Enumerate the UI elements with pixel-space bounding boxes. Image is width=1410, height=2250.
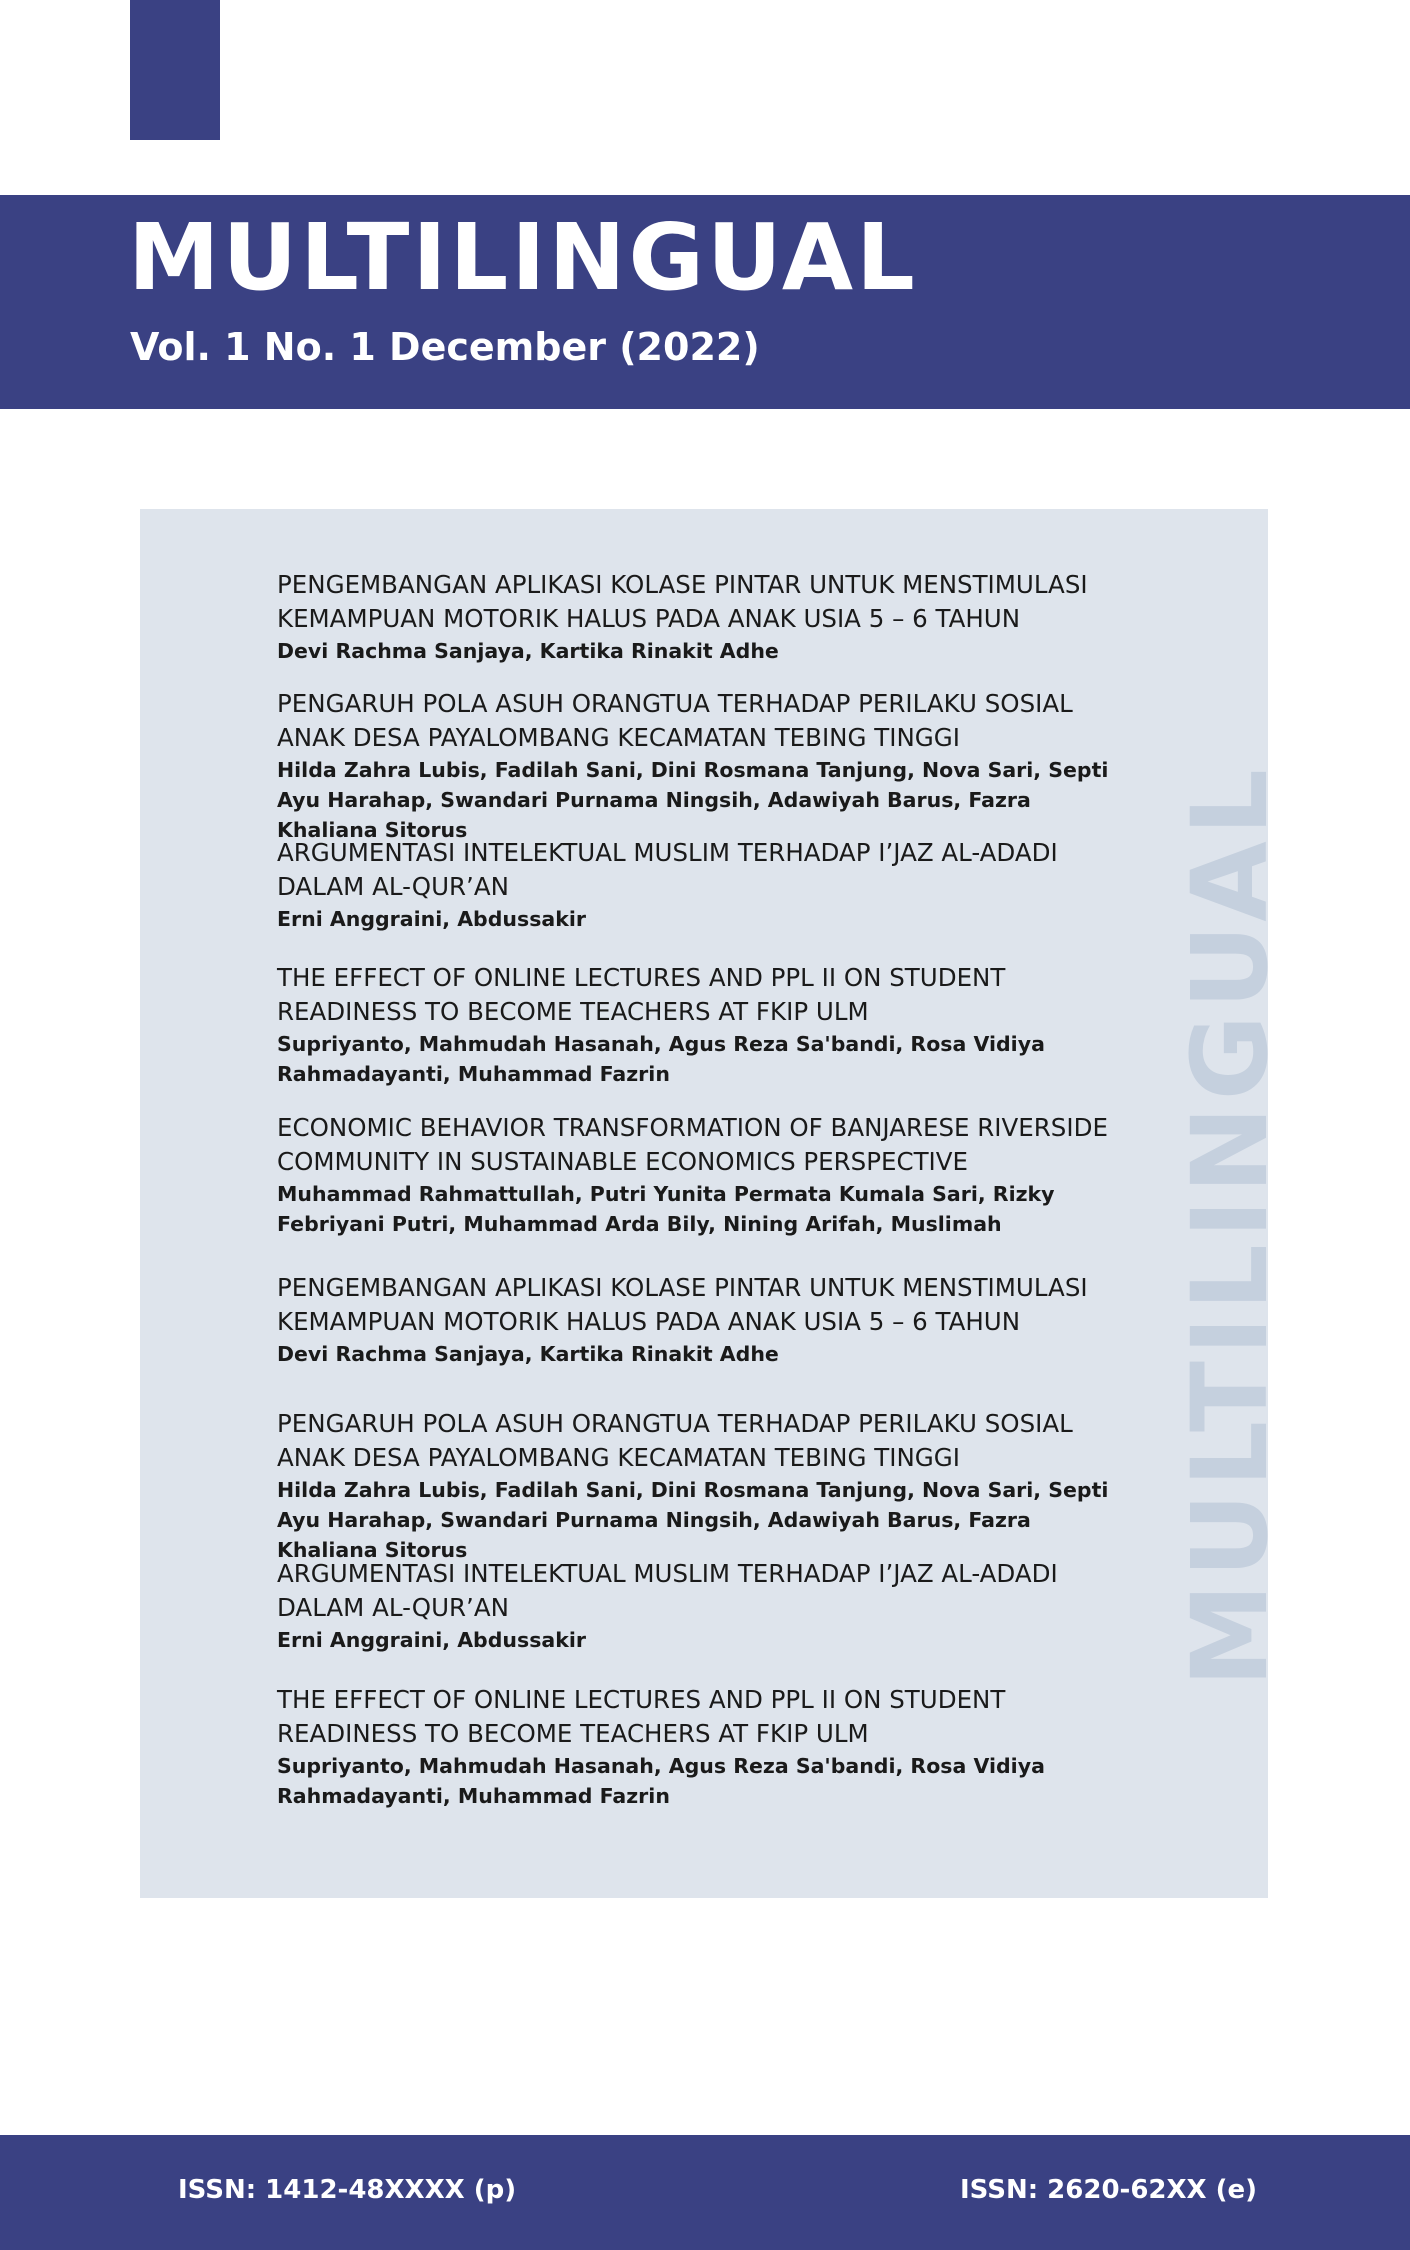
- vertical-side-title: MULTILINGUAL: [1169, 762, 1291, 1688]
- article-title: PENGEMBANGAN APLIKASI KOLASE PINTAR UNTUK MENSTIMULASI KEMAMPUAN MOTORIK HALUS PADA ANAK USIA 5 – 6 TAHUN: [277, 570, 1088, 633]
- article-title: ARGUMENTASI INTELEKTUAL MUSLIM TERHADAP I’JAZ AL-ADADI DALAM AL-QUR’AN: [277, 1559, 1058, 1622]
- journal-issue: Vol. 1 No. 1 December (2022): [130, 325, 760, 369]
- article-title: THE EFFECT OF ONLINE LECTURES AND PPL II ON STUDENT READINESS TO BECOME TEACHERS AT FKIP ULM: [277, 1685, 1006, 1748]
- article-authors: Devi Rachma Sanjaya, Kartika Rinakit Adhe: [277, 1342, 779, 1366]
- article-entry: [277, 1683, 1117, 1811]
- article-entry: [277, 1271, 1117, 1369]
- article-entry: [277, 687, 1117, 845]
- article-authors: Supriyanto, Mahmudah Hasanah, Agus Reza Sa'bandi, Rosa Vidiya Rahmadayanti, Muhammad Fazrin: [277, 1032, 1045, 1086]
- article-authors: Erni Anggraini, Abdussakir: [277, 907, 587, 931]
- article-entry: [277, 836, 1117, 934]
- article-authors: Muhammad Rahmattullah, Putri Yunita Permata Kumala Sari, Rizky Febriyani Putri, Muhammad Arda Bily, Nining Arifah, Muslimah: [277, 1182, 1055, 1236]
- article-entry: [277, 1111, 1117, 1239]
- issn-electronic: ISSN: 2620-62XX (e): [960, 2175, 1258, 2205]
- article-title: PENGARUH POLA ASUH ORANGTUA TERHADAP PERILAKU SOSIAL ANAK DESA PAYALOMBANG KECAMATAN TEBING TINGGI: [277, 1409, 1073, 1472]
- article-authors: Supriyanto, Mahmudah Hasanah, Agus Reza Sa'bandi, Rosa Vidiya Rahmadayanti, Muhammad Fazrin: [277, 1754, 1045, 1808]
- article-title: ECONOMIC BEHAVIOR TRANSFORMATION OF BANJARESE RIVERSIDE COMMUNITY IN SUSTAINABLE ECONOMICS PERSPECTIVE: [277, 1113, 1108, 1176]
- article-entry: [277, 1407, 1117, 1565]
- article-title: PENGEMBANGAN APLIKASI KOLASE PINTAR UNTUK MENSTIMULASI KEMAMPUAN MOTORIK HALUS PADA ANAK USIA 5 – 6 TAHUN: [277, 1273, 1088, 1336]
- article-title: PENGARUH POLA ASUH ORANGTUA TERHADAP PERILAKU SOSIAL ANAK DESA PAYALOMBANG KECAMATAN TEBING TINGGI: [277, 689, 1073, 752]
- article-title: ARGUMENTASI INTELEKTUAL MUSLIM TERHADAP I’JAZ AL-ADADI DALAM AL-QUR’AN: [277, 838, 1058, 901]
- article-entry: [277, 1557, 1117, 1655]
- article-authors: Erni Anggraini, Abdussakir: [277, 1628, 587, 1652]
- article-entry: [277, 568, 1117, 666]
- journal-title: MULTILINGUAL: [128, 204, 918, 311]
- header-band: [0, 195, 1410, 409]
- article-authors: Hilda Zahra Lubis, Fadilah Sani, Dini Rosmana Tanjung, Nova Sari, Septi Ayu Harahap, Swandari Purnama Ningsih, Adawiyah Barus, Fazra Khaliana Sitorus: [277, 758, 1109, 842]
- issn-print: ISSN: 1412-48XXXX (p): [178, 2175, 517, 2205]
- article-authors: Devi Rachma Sanjaya, Kartika Rinakit Adhe: [277, 639, 779, 663]
- article-title: THE EFFECT OF ONLINE LECTURES AND PPL II ON STUDENT READINESS TO BECOME TEACHERS AT FKIP ULM: [277, 963, 1006, 1026]
- article-entry: [277, 961, 1117, 1089]
- top-accent-block: [130, 0, 220, 140]
- article-authors: Hilda Zahra Lubis, Fadilah Sani, Dini Rosmana Tanjung, Nova Sari, Septi Ayu Harahap, Swandari Purnama Ningsih, Adawiyah Barus, Fazra Khaliana Sitorus: [277, 1478, 1109, 1562]
- footer-band: [0, 2135, 1410, 2250]
